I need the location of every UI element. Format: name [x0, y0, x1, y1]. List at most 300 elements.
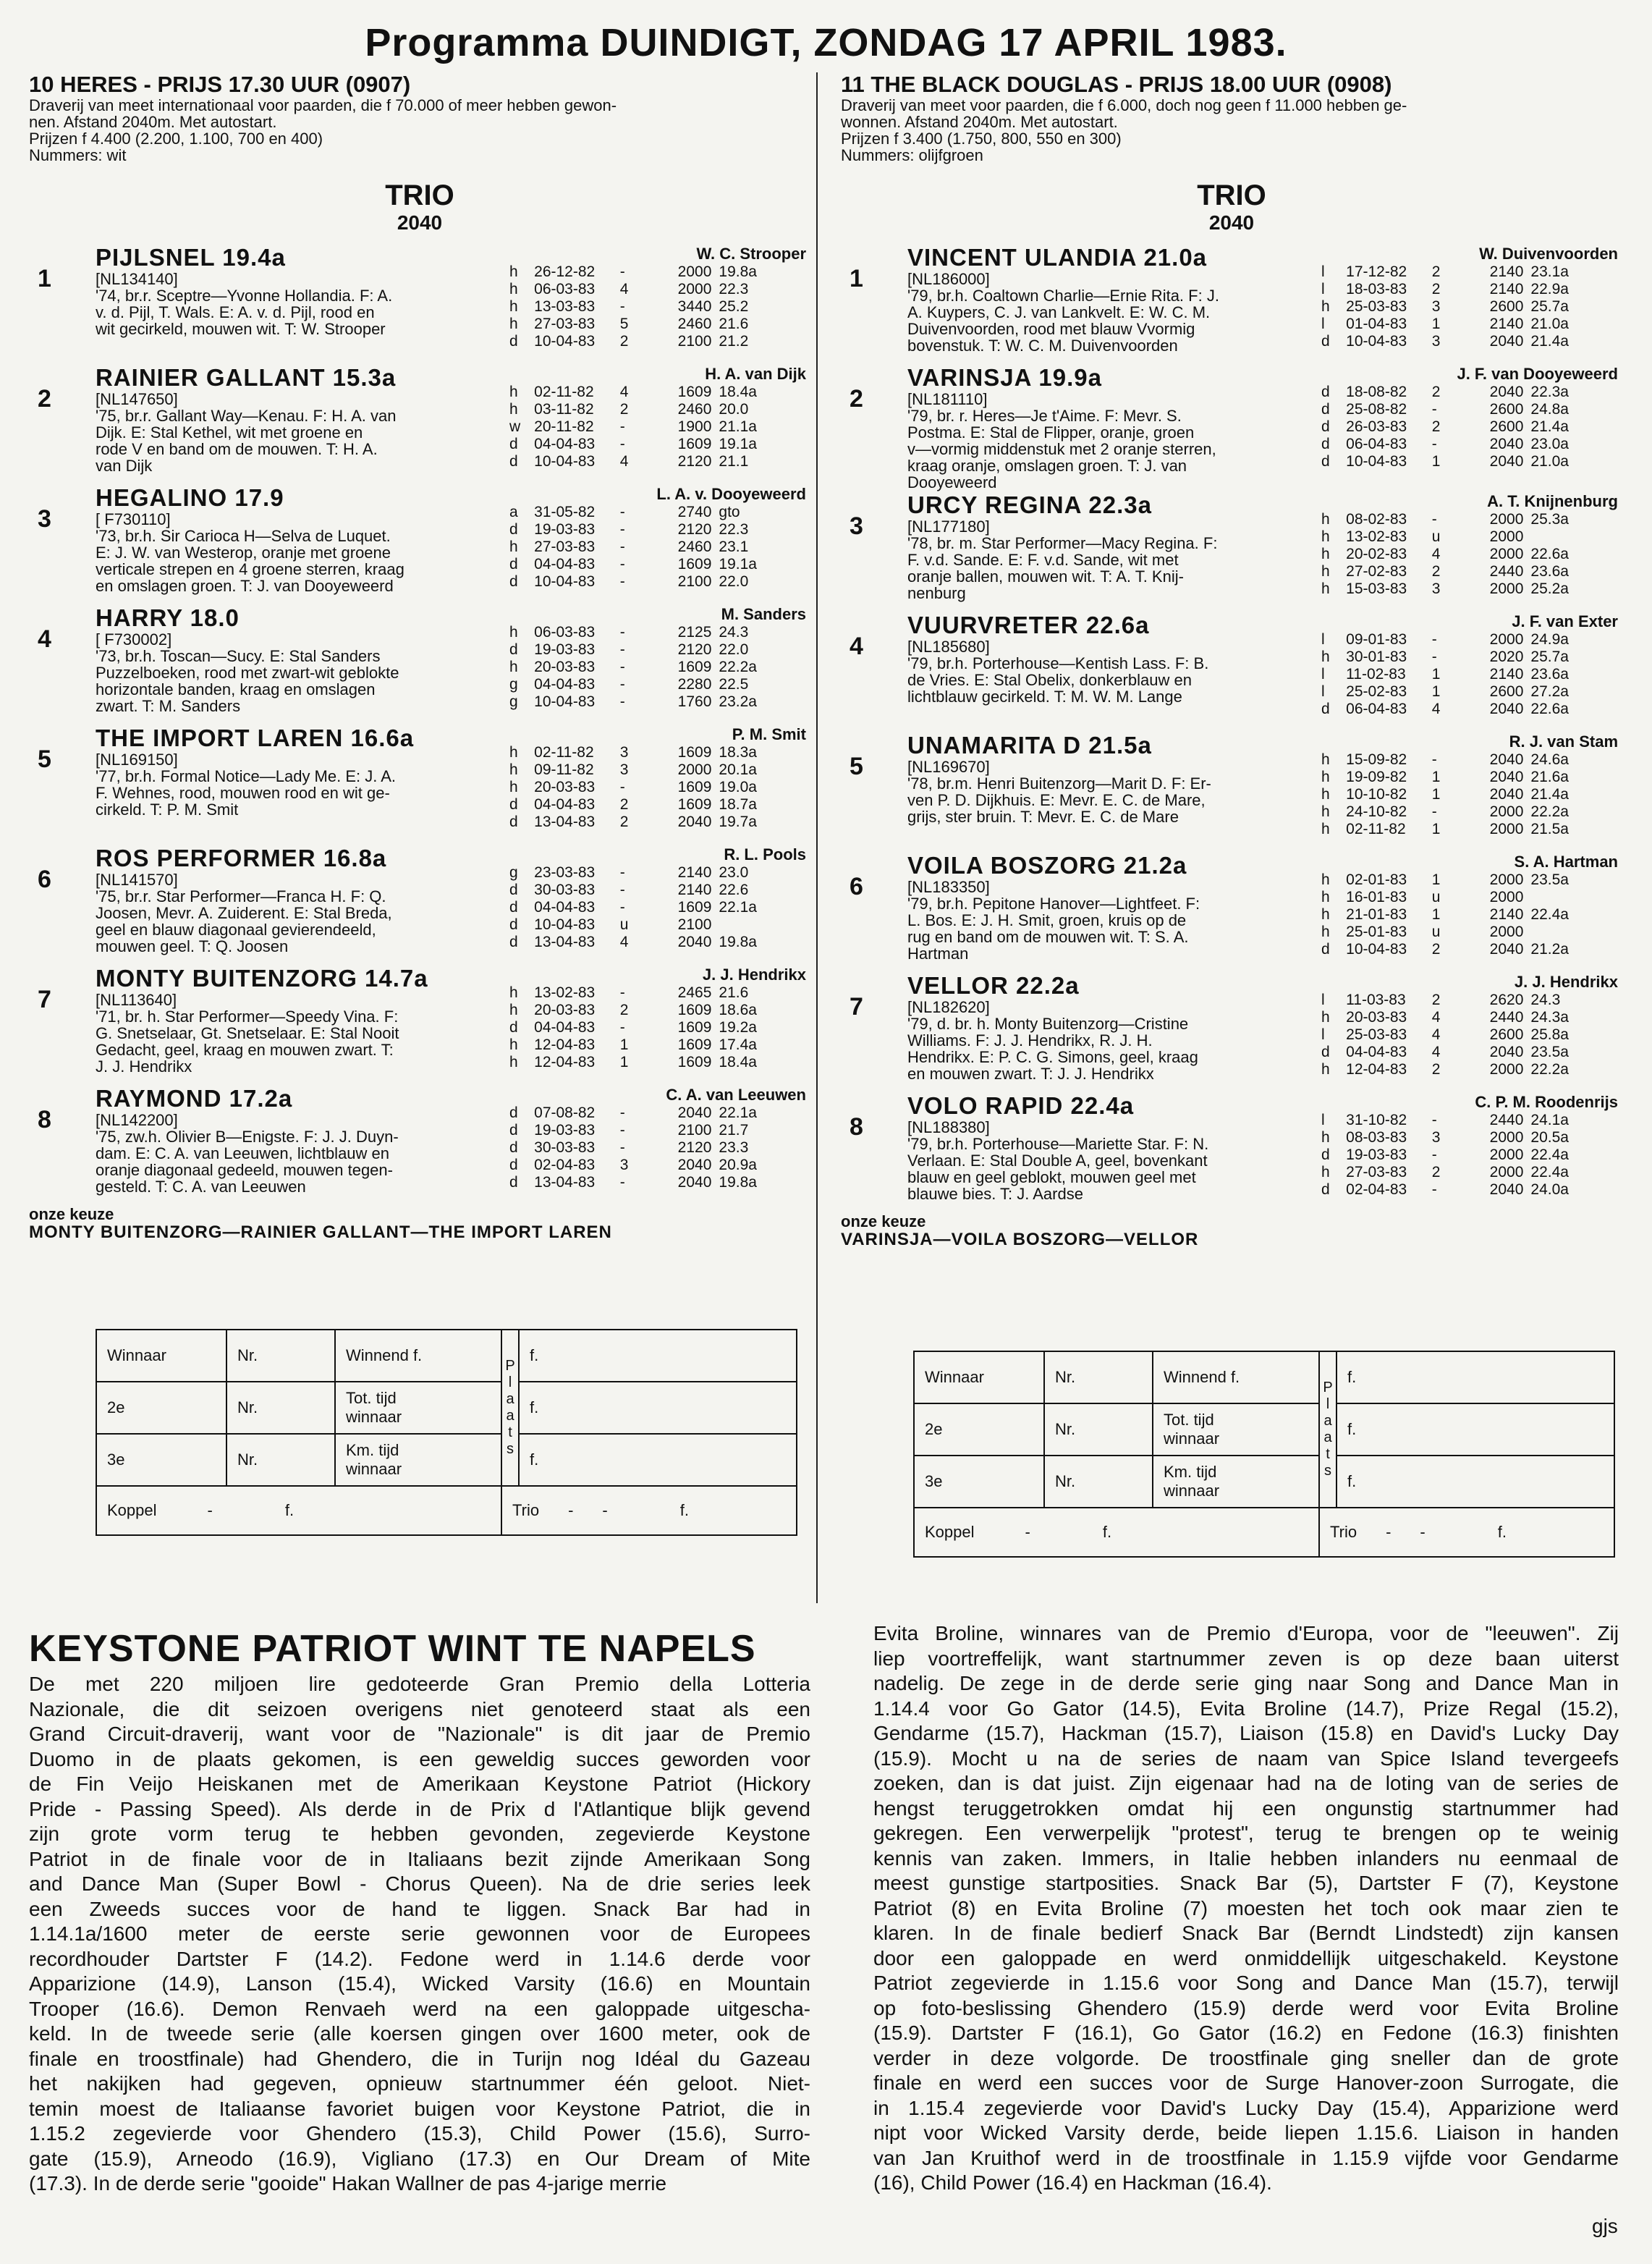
plaats-label	[1319, 1351, 1337, 1508]
horse-entry	[29, 966, 810, 1078]
article-line: Gendarme (15.7), Hackman (15.7), Liaison (15.8) en David's Lucky Day	[873, 1722, 1619, 1744]
track-code: d	[509, 916, 518, 933]
form-label: Winnaar	[96, 1330, 226, 1382]
distance: 2100	[677, 333, 712, 350]
km-time: 19.8a	[719, 263, 757, 280]
distance: 1609	[677, 384, 712, 400]
horse-description-line: Verlaan. E: Stal Double A, geel, bovenkant	[907, 1152, 1208, 1170]
horse-description-line: Hendrikx. E: P. C. G. Simons, geel, kraag	[907, 1048, 1198, 1066]
distance: 2040	[1489, 436, 1524, 452]
km-time: 23.1a	[1530, 263, 1569, 280]
start-date: 01-04-83	[1346, 316, 1407, 332]
form-amount: f.	[1337, 1351, 1614, 1403]
km-time: 22.3	[719, 521, 749, 538]
km-time	[719, 916, 806, 934]
start-row	[1321, 769, 1618, 786]
distance: 2140	[1489, 316, 1524, 332]
distance: 1609	[677, 744, 712, 761]
track-code: d	[509, 573, 518, 590]
track-code: d	[509, 1019, 518, 1036]
horse-number: 4	[38, 625, 51, 653]
recent-starts	[1321, 992, 1618, 1078]
km-time: 21.0a	[1530, 453, 1569, 470]
km-time: 25.8a	[1530, 1026, 1569, 1043]
km-time: 21.7	[719, 1122, 749, 1139]
trainer-name: A. T. Knijnenburg	[1487, 492, 1618, 510]
horse-description-line: E: J. W. van Westerop, oranje met groene	[96, 544, 391, 562]
start-row	[509, 1054, 806, 1071]
horse-description-line: rug en band om de mouwen wit. T: S. A.	[907, 928, 1189, 946]
distance: 2040	[677, 1157, 712, 1173]
km-time: 24.8a	[1530, 401, 1569, 418]
distance: 2600	[1489, 683, 1524, 700]
start-row	[1321, 1026, 1618, 1044]
placing: -	[619, 624, 625, 641]
recent-starts	[509, 624, 806, 711]
start-date: 02-04-83	[1346, 1181, 1407, 1198]
start-row	[509, 761, 806, 779]
track-code: h	[1321, 821, 1330, 837]
start-row	[509, 401, 806, 418]
km-time: 23.5a	[1530, 1044, 1569, 1060]
horse-registration: [NL169150]	[96, 751, 178, 769]
km-time: 21.4a	[1530, 418, 1569, 435]
track-code: g	[509, 693, 518, 710]
horse-description-line: lichtblauw gecirkeld. T: M. W. M. Lange	[907, 688, 1182, 706]
start-date: 02-11-82	[534, 384, 594, 400]
km-time: 25.2	[719, 298, 749, 315]
distance: 2125	[677, 624, 712, 641]
article-line: (17.3). In de derde serie "gooide" Hakan Wallner de pas 4-jarige merrie	[29, 2172, 667, 2195]
koppel-amount: f.	[1102, 1523, 1112, 1541]
start-date: 15-03-83	[1346, 580, 1407, 597]
start-row	[509, 573, 806, 591]
horse-entry	[29, 1086, 810, 1199]
track-code: h	[509, 298, 518, 315]
dash: -	[1386, 1523, 1392, 1541]
track-code: h	[1321, 1164, 1330, 1180]
distance: 1609	[677, 556, 712, 573]
keuze-label: onze keuze	[841, 1212, 926, 1230]
km-time	[1530, 528, 1618, 546]
trainer-name: S. A. Hartman	[1514, 853, 1618, 871]
horse-form	[1321, 853, 1618, 958]
distance: 2440	[1489, 563, 1524, 580]
track-code: h	[1321, 298, 1330, 315]
distance: 2000	[1489, 1129, 1524, 1146]
start-row	[509, 384, 806, 401]
start-row	[509, 659, 806, 676]
placing: 5	[619, 316, 629, 332]
article-line: kennis van zaken. Immers, in Italie hebben inlanders nu eenmaal de	[873, 1846, 1619, 1870]
track-code: h	[1321, 1129, 1330, 1146]
horse-description-line: nenburg	[907, 584, 966, 602]
horse-entry	[841, 492, 1622, 605]
form-field	[1153, 1351, 1319, 1403]
start-date: 27-03-83	[534, 316, 596, 332]
km-time: 23.0	[719, 864, 749, 881]
article-line: Grand Circuit-draverij, want voor de "Nazionale" is dit jaar de Premio	[29, 1723, 810, 1745]
track-code: h	[509, 1036, 518, 1053]
start-date: 19-03-83	[534, 521, 596, 538]
race-description	[841, 97, 1622, 164]
horse-name: HARRY 18.0	[96, 604, 240, 631]
track-code: d	[1321, 436, 1330, 452]
start-date: 20-02-83	[1346, 546, 1407, 562]
horse-name: RAINIER GALLANT 15.3a	[96, 364, 397, 391]
form-nr: Nr.	[1044, 1456, 1153, 1508]
placing: -	[1431, 1112, 1437, 1128]
form-amount: f.	[1337, 1403, 1614, 1456]
track-code: a	[509, 504, 518, 520]
recent-starts	[1321, 1112, 1618, 1199]
start-row	[1321, 1009, 1618, 1026]
placing: 2	[1431, 563, 1441, 580]
start-row	[509, 693, 806, 711]
start-date: 20-03-83	[534, 659, 596, 675]
track-code: d	[509, 1139, 518, 1156]
start-row	[1321, 528, 1618, 546]
start-date: 27-02-83	[1346, 563, 1407, 580]
horse-form	[1321, 732, 1618, 838]
description-line: wonnen. Afstand 2040m. Met autostart.	[841, 113, 1118, 131]
horse-info	[96, 485, 559, 594]
description-line: Prijzen f 4.400 (2.200, 1.100, 700 en 400)	[29, 130, 323, 148]
horse-number: 8	[38, 1106, 51, 1133]
horse-info	[907, 365, 1371, 491]
distance: 2140	[677, 882, 712, 898]
km-time: 24.6a	[1530, 751, 1569, 768]
horse-form	[1321, 1093, 1618, 1199]
track-code: h	[509, 659, 518, 675]
track-code: h	[1321, 769, 1330, 785]
recent-starts	[1321, 631, 1618, 718]
start-row	[1321, 631, 1618, 649]
horse-name: MONTY BUITENZORG 14.7a	[96, 965, 428, 992]
distance: 2020	[1489, 649, 1524, 665]
horse-description-line: Dijk. E: Stal Kethel, wit met groene en	[96, 423, 363, 442]
race-distance: 2040	[1208, 211, 1255, 234]
start-row	[509, 1036, 806, 1054]
form-label: 2e	[96, 1382, 226, 1434]
start-date: 02-11-82	[534, 744, 594, 761]
horse-info	[96, 966, 559, 1075]
km-time	[1530, 889, 1618, 906]
track-code: d	[509, 796, 518, 813]
placing: 1	[1431, 786, 1441, 803]
horse-number: 1	[38, 265, 51, 292]
track-code: h	[509, 538, 518, 555]
horse-description-line: Duivenvoorden, rood met blauw Vvormig	[907, 320, 1195, 338]
placing: -	[619, 676, 625, 693]
race-distance: 2040	[397, 211, 443, 234]
placing: -	[619, 521, 625, 538]
placing: u	[1431, 924, 1441, 940]
start-date: 07-08-82	[534, 1104, 596, 1121]
placing: 3	[1431, 298, 1441, 315]
km-time: 22.4a	[1530, 906, 1569, 923]
horse-info	[96, 1086, 559, 1195]
article-line: 1.15.2 zegevierde voor Ghendero (15.3), Child Power (15.6), Surro-	[29, 2122, 810, 2145]
track-code: d	[509, 1122, 518, 1139]
track-code: h	[509, 263, 518, 280]
horse-description-line: en mouwen zwart. T: J. J. Hendrikx	[907, 1065, 1154, 1083]
start-date: 04-04-83	[534, 899, 596, 916]
dash: -	[1420, 1523, 1426, 1541]
start-date: 10-04-83	[534, 916, 596, 933]
start-row	[509, 814, 806, 831]
track-code: l	[1321, 281, 1325, 297]
start-row	[1321, 751, 1618, 769]
track-code: h	[1321, 786, 1330, 803]
placing: 3	[619, 1157, 629, 1173]
distance: 2600	[1489, 401, 1524, 418]
track-code: h	[1321, 649, 1330, 665]
horse-form	[509, 1086, 806, 1191]
article-line: in 1.15.4 zegevierde voor David's Lucky Day (15.4), Apparizione werd	[873, 2096, 1619, 2119]
distance: 2140	[1489, 906, 1524, 923]
start-date: 13-04-83	[534, 1174, 596, 1191]
distance: 1609	[677, 1054, 712, 1070]
horse-description-line: blauwe bies. T: J. Aardse	[907, 1185, 1083, 1203]
distance: 2000	[1489, 580, 1524, 597]
km-time: 22.3a	[1530, 384, 1569, 400]
horse-description-line: Dooyeweerd	[907, 473, 997, 491]
article-line: keld. In de tweede serie (alle koersen gingen over 1600 meter, ook de	[29, 2022, 810, 2045]
placing: 4	[1431, 546, 1441, 562]
horse-name: HEGALINO 17.9	[96, 484, 284, 511]
distance: 2440	[1489, 1009, 1524, 1026]
km-time: 23.0a	[1530, 436, 1569, 452]
distance: 2040	[677, 934, 712, 950]
start-date: 25-01-83	[1346, 924, 1407, 940]
track-code: h	[509, 401, 518, 418]
start-row	[509, 263, 806, 281]
distance: 1760	[677, 693, 712, 710]
horse-number: 2	[850, 385, 863, 413]
horse-info	[96, 605, 559, 714]
track-code: h	[509, 1002, 518, 1018]
distance: 1609	[677, 436, 712, 452]
horse-description-line: oranje diagonaal gedeeld, mouwen tegen-	[96, 1161, 393, 1179]
start-date: 19-03-83	[1346, 1146, 1407, 1163]
horse-number: 6	[38, 866, 51, 893]
start-row	[1321, 821, 1618, 838]
horse-entry	[29, 845, 810, 958]
horse-entry	[841, 364, 1622, 491]
track-code: l	[1321, 666, 1325, 683]
track-code: h	[1321, 511, 1330, 528]
placing: -	[619, 298, 625, 315]
horse-description-line: Postma. E: Stal de Flipper, oranje, groen	[907, 423, 1195, 442]
form-field-line: winnaar	[1164, 1482, 1220, 1500]
distance: 2140	[1489, 263, 1524, 280]
horse-registration: [NL182620]	[907, 998, 990, 1016]
form-nr: Nr.	[1044, 1403, 1153, 1456]
distance: 2140	[1489, 281, 1524, 297]
article-line: 1.14.4 voor Go Gator (14.5), Evita Broline (14.7), Prize Regal (15.2),	[873, 1697, 1619, 1720]
form-amount: f.	[1337, 1456, 1614, 1508]
placing: 1	[1431, 683, 1441, 700]
start-date: 16-01-83	[1346, 889, 1407, 905]
start-row	[1321, 563, 1618, 580]
start-date: 19-03-83	[534, 1122, 596, 1139]
horse-description-line: L. Bos. E: J. H. Smit, groen, kruis op de	[907, 911, 1187, 929]
distance: 1900	[677, 418, 712, 435]
start-date: 19-09-82	[1346, 769, 1407, 785]
km-time: 22.0	[719, 573, 749, 590]
distance: 2600	[1489, 418, 1524, 435]
placing: -	[1431, 511, 1437, 528]
km-time: 22.5	[719, 676, 749, 693]
horse-description-line: '79, d. br. h. Monty Buitenzorg—Cristine	[907, 1015, 1189, 1033]
horse-info	[907, 853, 1371, 962]
trio-label: Trio	[1330, 1523, 1357, 1541]
start-row	[1321, 906, 1618, 924]
plaats-letter: a	[1323, 1429, 1332, 1445]
track-code: h	[1321, 546, 1330, 562]
horse-name: RAYMOND 17.2a	[96, 1085, 293, 1112]
km-time: 19.0a	[719, 779, 757, 795]
start-row	[1321, 992, 1618, 1009]
placing: -	[619, 418, 625, 435]
recent-starts	[509, 263, 806, 350]
recent-starts	[509, 864, 806, 951]
horse-entry	[29, 725, 810, 838]
start-row	[509, 1157, 806, 1174]
form-row	[914, 1351, 1614, 1403]
article-line: De met 220 miljoen lire gedoteerde Gran Premio della Lotteria	[29, 1673, 810, 1695]
form-field-line: winnaar	[346, 1460, 402, 1478]
start-row	[509, 1002, 806, 1019]
placing: 2	[619, 333, 629, 350]
placing: 2	[619, 796, 629, 813]
start-row	[509, 436, 806, 453]
distance: 2000	[1489, 528, 1524, 545]
placing: -	[619, 573, 625, 590]
distance: 2440	[1489, 1112, 1524, 1128]
km-time: 21.2a	[1530, 941, 1569, 958]
start-row	[1321, 401, 1618, 418]
horse-registration: [NL134140]	[96, 270, 178, 288]
article-line: hengst teruggetrokken omdat hij een ongunstig startnummer had	[873, 1796, 1619, 1820]
horse-number: 8	[850, 1113, 863, 1141]
horse-entry	[29, 365, 810, 478]
track-code: d	[1321, 1146, 1330, 1163]
koppel-label: Koppel	[925, 1523, 975, 1541]
start-date: 10-04-83	[534, 333, 596, 350]
start-date: 13-04-83	[534, 934, 596, 950]
horse-description-line: '73, br.h. Sir Carioca H—Selva de Luquet.	[96, 527, 391, 545]
form-row	[96, 1382, 797, 1434]
page-title: Programma DUINDIGT, ZONDAG 17 APRIL 1983.	[365, 21, 1287, 64]
start-row	[509, 521, 806, 538]
dash: -	[1025, 1523, 1030, 1541]
article-line: Duomo in de plaats gekomen, is een geweldig succes geworden voor	[29, 1747, 810, 1770]
start-date: 02-04-83	[534, 1157, 596, 1173]
distance: 2000	[677, 263, 712, 280]
placing: -	[619, 1019, 625, 1036]
start-row	[509, 1104, 806, 1122]
placing: 3	[1431, 333, 1441, 350]
horse-description-line: J. J. Hendrikx	[96, 1057, 192, 1076]
placing: 2	[1431, 1061, 1441, 1078]
recent-starts	[1321, 751, 1618, 838]
km-time: 22.4a	[1530, 1164, 1569, 1180]
horse-description-line: geel en blauw diagonaal gevierendeeld,	[96, 921, 376, 939]
article-line: zoeken, dan is dat juist. Zijn eigenaar had na de loting van de series de	[873, 1772, 1619, 1794]
recent-starts	[1321, 384, 1618, 470]
track-code: g	[509, 864, 518, 881]
placing: 2	[619, 814, 629, 830]
article-line: gekregen. Een verwerpelijk "protest", terug te brengen op te weinig	[873, 1822, 1619, 1844]
km-time: 22.6a	[1530, 701, 1569, 717]
track-code: h	[509, 984, 518, 1001]
betting-form-race-10	[96, 1329, 797, 1536]
koppel-amount: f.	[284, 1501, 295, 1519]
horse-description-line: cirkeld. T: P. M. Smit	[96, 801, 239, 819]
article-line: finale en troostfinale) had Ghendero, die in Turijn nog Idéal du Gazeau	[29, 2047, 810, 2070]
distance: 2040	[677, 1104, 712, 1121]
start-date: 12-04-83	[1346, 1061, 1407, 1078]
horse-form	[509, 605, 806, 711]
article-line: Evita Broline, winnares van de Premio d'Europa, voor de "leeuwen". Zij	[873, 1622, 1619, 1644]
horse-registration: [NL169670]	[907, 758, 990, 776]
km-time: 18.3a	[719, 744, 757, 761]
start-date: 25-03-83	[1346, 298, 1407, 315]
form-label: 3e	[914, 1456, 1044, 1508]
track-code: d	[1321, 1044, 1330, 1060]
start-row	[1321, 871, 1618, 889]
track-code: h	[509, 779, 518, 795]
placing: u	[619, 916, 629, 933]
horse-form	[1321, 365, 1618, 470]
start-date: 08-02-83	[1346, 511, 1407, 528]
placing: 3	[1431, 1129, 1441, 1146]
description-line: Nummers: wit	[29, 146, 127, 164]
distance: 1609	[677, 1036, 712, 1053]
start-row	[509, 676, 806, 693]
horse-registration: [NL141570]	[96, 871, 178, 889]
horse-description-line: zwart. T: M. Sanders	[96, 697, 241, 715]
form-field-line: Tot. tijd	[1164, 1411, 1214, 1429]
trainer-name: M. Sanders	[721, 605, 806, 623]
article-line: van Jan Kruithof werd in de troostfinale in 1.15.9 vijfde voor Gendarme	[873, 2146, 1619, 2169]
description-line: Draverij van meet internationaal voor paarden, die f 70.000 of meer hebben gewon-	[29, 96, 617, 114]
horse-entry	[841, 1093, 1622, 1206]
start-row	[1321, 941, 1618, 958]
horse-number: 5	[850, 753, 863, 780]
distance: 2620	[1489, 992, 1524, 1008]
form-field	[335, 1382, 501, 1434]
distance: 2465	[677, 984, 712, 1001]
horse-registration: [ F730002]	[96, 630, 172, 649]
trio-amount: f.	[679, 1501, 689, 1519]
trainer-name: J. F. van Dooyeweerd	[1457, 365, 1618, 383]
track-code: l	[1321, 631, 1325, 648]
track-code: h	[509, 1054, 518, 1070]
track-code: h	[1321, 1009, 1330, 1026]
placing: -	[619, 504, 625, 520]
start-row	[1321, 649, 1618, 666]
start-row	[1321, 333, 1618, 350]
recent-starts	[509, 744, 806, 831]
recent-starts	[509, 504, 806, 591]
placing: 4	[619, 934, 629, 950]
start-row	[1321, 683, 1618, 701]
horse-number: 4	[850, 633, 863, 660]
km-time: 18.4a	[719, 384, 757, 400]
